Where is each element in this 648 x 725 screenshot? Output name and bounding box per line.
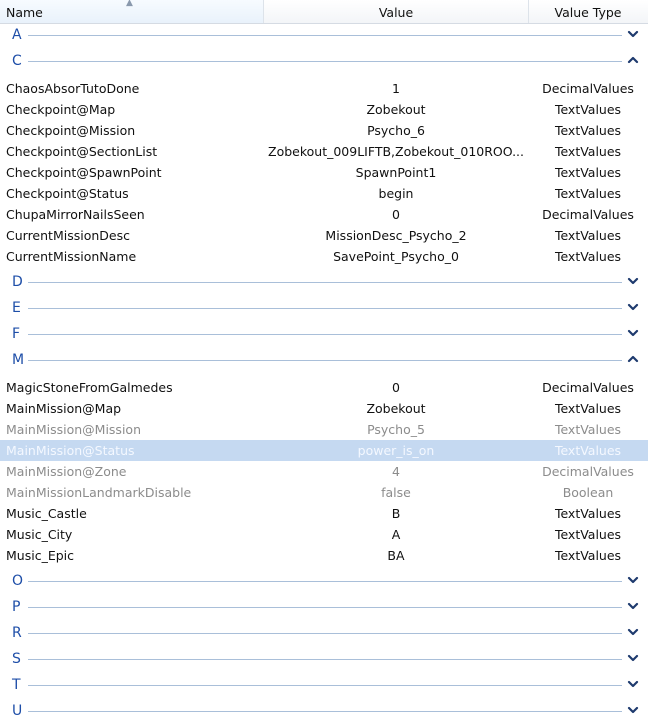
row-name: Music_Epic: [6, 548, 74, 563]
table-row[interactable]: [0, 461, 648, 482]
row-name: Checkpoint@Map: [6, 102, 116, 117]
chevron-down-icon[interactable]: [626, 27, 640, 41]
column-header-name-label: Name: [6, 5, 43, 20]
table-row[interactable]: [0, 398, 648, 419]
chevron-down-icon[interactable]: [626, 703, 640, 717]
group-divider: [28, 711, 622, 712]
table-row[interactable]: [0, 545, 648, 566]
group-header-c[interactable]: [0, 49, 648, 75]
table-row[interactable]: [0, 162, 648, 183]
row-value: 0: [392, 380, 400, 395]
row-value-type: TextValues: [554, 401, 622, 416]
group-divider: [28, 607, 622, 608]
table-row[interactable]: [0, 482, 648, 503]
table-row[interactable]: [0, 141, 648, 162]
row-value: A: [391, 527, 401, 542]
group-divider: [28, 360, 622, 361]
group-header-m[interactable]: [0, 348, 648, 374]
row-value-type: DecimalValues: [542, 380, 634, 395]
row-value-type: TextValues: [554, 548, 622, 563]
row-value-type: TextValues: [554, 228, 622, 243]
group-letter: M: [12, 352, 25, 368]
group-letter: R: [12, 625, 22, 641]
row-name: MainMission@Map: [6, 401, 122, 416]
row-value-type: TextValues: [554, 165, 622, 180]
chevron-down-icon[interactable]: [626, 326, 640, 340]
chevron-up-icon[interactable]: [626, 352, 640, 366]
table-row[interactable]: [0, 204, 648, 225]
group-header-e[interactable]: [0, 296, 648, 322]
row-value-type: TextValues: [554, 506, 622, 521]
group-letter: U: [12, 703, 23, 719]
row-value-type: DecimalValues: [542, 81, 634, 96]
row-value: MissionDesc_Psycho_2: [325, 228, 467, 243]
chevron-down-icon[interactable]: [626, 300, 640, 314]
group-divider: [28, 35, 622, 36]
group-letter: A: [12, 27, 22, 43]
row-value: B: [391, 506, 401, 521]
row-name: CurrentMissionDesc: [6, 228, 130, 243]
row-name: MainMission@Mission: [6, 422, 141, 437]
table-row[interactable]: [0, 183, 648, 204]
group-header-r[interactable]: [0, 621, 648, 647]
row-value-type: TextValues: [554, 249, 622, 264]
row-value: Psycho_5: [367, 422, 425, 437]
column-header-value[interactable]: [264, 0, 529, 23]
row-name: MagicStoneFromGalmedes: [6, 380, 173, 395]
group-letter: P: [12, 599, 21, 615]
chevron-up-icon[interactable]: [626, 53, 640, 67]
row-value: SpawnPoint1: [355, 165, 437, 180]
group-header-o[interactable]: [0, 569, 648, 595]
row-value: SavePoint_Psycho_0: [333, 249, 459, 264]
row-name: Checkpoint@Mission: [6, 123, 136, 138]
table-row[interactable]: [0, 246, 648, 267]
row-value-type: TextValues: [554, 443, 622, 458]
row-value: power_is_on: [357, 443, 435, 458]
row-value: 0: [392, 207, 400, 222]
chevron-down-icon[interactable]: [626, 625, 640, 639]
row-value: Zobekout: [366, 401, 426, 416]
row-name: MainMission@Status: [6, 443, 135, 458]
row-name: Checkpoint@SectionList: [6, 144, 158, 159]
table-row[interactable]: [0, 120, 648, 141]
group-header-f[interactable]: [0, 322, 648, 348]
group-letter: C: [12, 53, 22, 69]
table-row[interactable]: [0, 225, 648, 246]
row-name: ChupaMirrorNailsSeen: [6, 207, 145, 222]
group-header-u[interactable]: [0, 699, 648, 725]
column-header-value-type[interactable]: [528, 0, 648, 23]
group-divider: [28, 61, 622, 62]
group-letter: D: [12, 274, 23, 290]
row-value-type: Boolean: [562, 485, 614, 500]
row-value-type: TextValues: [554, 144, 622, 159]
row-value: Zobekout_009LIFTB,Zobekout_010ROO...: [268, 144, 524, 159]
column-header: [0, 0, 648, 24]
row-name: MainMissionLandmarkDisable: [6, 485, 192, 500]
row-value-type: TextValues: [554, 527, 622, 542]
row-name: ChaosAbsorTutoDone: [6, 81, 140, 96]
group-header-t[interactable]: [0, 673, 648, 699]
row-value: 1: [392, 81, 400, 96]
table-row[interactable]: [0, 503, 648, 524]
group-letter: T: [12, 677, 21, 693]
group-divider: [28, 282, 622, 283]
chevron-down-icon[interactable]: [626, 599, 640, 613]
group-letter: E: [12, 300, 21, 316]
group-header-s[interactable]: [0, 647, 648, 673]
column-header-name[interactable]: [0, 0, 264, 23]
row-name: Music_City: [6, 527, 73, 542]
table-row[interactable]: [0, 419, 648, 440]
group-divider: [28, 633, 622, 634]
chevron-down-icon[interactable]: [626, 677, 640, 691]
group-divider: [28, 659, 622, 660]
row-name: Checkpoint@SpawnPoint: [6, 165, 162, 180]
row-name: CurrentMissionName: [6, 249, 137, 264]
chevron-down-icon[interactable]: [626, 274, 640, 288]
row-name: MainMission@Zone: [6, 464, 127, 479]
table-row[interactable]: [0, 377, 648, 398]
row-value: 4: [392, 464, 400, 479]
table-row[interactable]: [0, 99, 648, 120]
group-letter: S: [12, 651, 21, 667]
row-value-type: DecimalValues: [542, 464, 634, 479]
group-header-d[interactable]: [0, 270, 648, 296]
table-row[interactable]: [0, 440, 648, 461]
group-letter: O: [12, 573, 24, 589]
row-value: Psycho_6: [367, 123, 425, 138]
chevron-down-icon[interactable]: [626, 573, 640, 587]
column-header-value-type-label: Value Type: [554, 5, 622, 20]
row-name: Music_Castle: [6, 506, 87, 521]
row-value: Zobekout: [366, 102, 426, 117]
table-row[interactable]: [0, 78, 648, 99]
group-divider: [28, 685, 622, 686]
sort-ascending-icon: ▲: [126, 0, 133, 8]
chevron-down-icon[interactable]: [626, 651, 640, 665]
row-value-type: TextValues: [554, 186, 622, 201]
table-row[interactable]: [0, 524, 648, 545]
row-value-type: TextValues: [554, 102, 622, 117]
group-divider: [28, 581, 622, 582]
row-name: Checkpoint@Status: [6, 186, 129, 201]
row-value-type: TextValues: [554, 123, 622, 138]
group-header-a[interactable]: [0, 23, 648, 49]
row-value: false: [381, 485, 411, 500]
row-value: begin: [378, 186, 414, 201]
group-header-p[interactable]: [0, 595, 648, 621]
group-divider: [28, 334, 622, 335]
row-value-type: TextValues: [554, 422, 622, 437]
row-value-type: DecimalValues: [542, 207, 634, 222]
column-header-value-label: Value: [378, 5, 414, 20]
group-letter: F: [12, 326, 21, 342]
group-divider: [28, 308, 622, 309]
row-value: BA: [387, 548, 405, 563]
